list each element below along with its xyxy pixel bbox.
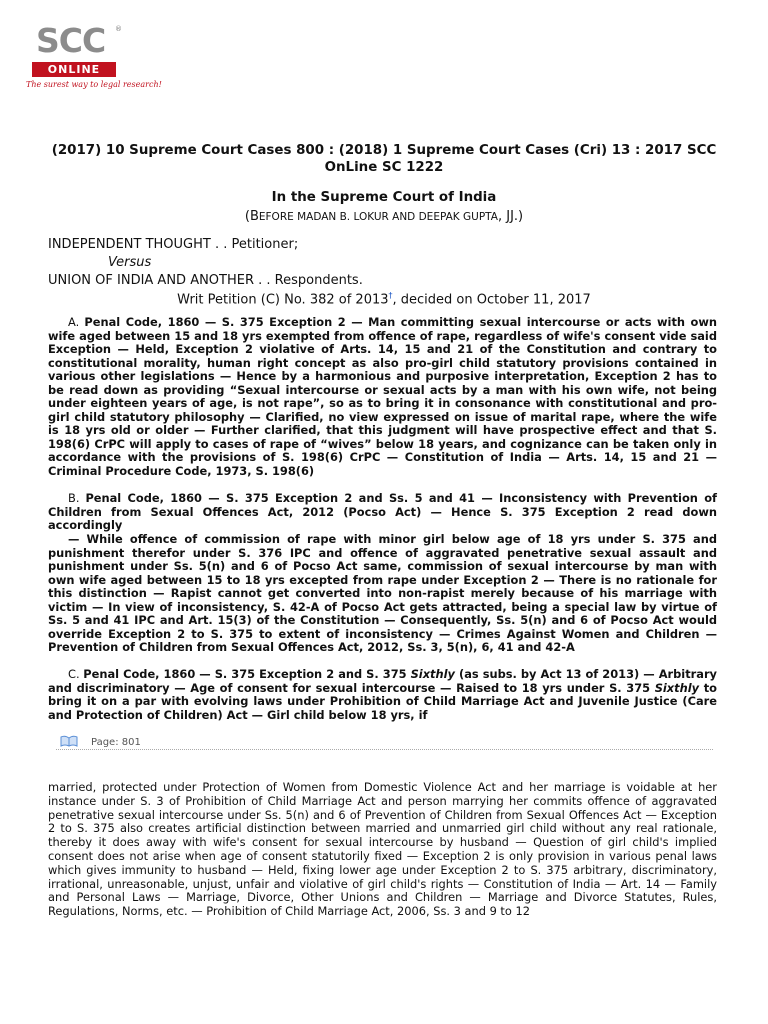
logo-mark: SCC xyxy=(36,21,106,60)
headnote-text: Penal Code, 1860 — S. 375 Exception 2 and Ss. 5 and 41 — Inconsistency with Prevention of Children from Sexual Offences Act, 2012 (Pocso Act) — Hence S. 375 Exception 2 read down accordingly xyxy=(48,491,718,532)
writ-number: Writ Petition (C) No. 382 of 2013 xyxy=(177,292,389,308)
bench-close: , JJ.) xyxy=(497,209,524,224)
scc-online-logo xyxy=(26,21,162,92)
headnote-label: B. xyxy=(68,491,86,505)
headnote-text: (as subs. by Act 13 of 2013) — Arbitrary and discriminatory — Age of consent for sexual intercourse — Raised to 18 yrs under S. 375 xyxy=(48,667,717,695)
headnote-italic: Sixthly xyxy=(410,667,455,681)
page-number: Page: 801 xyxy=(91,737,141,748)
headnote-label: A. xyxy=(68,315,85,329)
logo-banner: ONLINE xyxy=(32,62,116,77)
headnote-text: Penal Code, 1860 — S. 375 Exception 2 — Man committing sexual intercourse or acts with own wife aged between 15 and 18 yrs exempted from offence of rape, regardless of wife's consent vide said Exception — Held, Exception 2 violative of Arts. 14, 15 and 21 of the Constitution and contrary to constitutional morality, human right concept as also pro-girl child statutory provisions contained in various other legislations — Hence by a harmonious and purposive interpretation, Exception 2 has to be read down as providing “Sexual intercourse or sexual acts by a man with his own wife, not being under eighteen years of age, is not rape”, so as to bring it in consonance with constitutional and pro-girl child statutory philosophy — Clarified, no view expressed on issue of marital rape, where the wife is 18 yrs old or older — Further clarified, that this judgment will have prospective effect and that S. 198(6) CrPC will apply to cases of rape of “wives” below 18 years, and cognizance can be taken only in accordance with the provisions of S. 198(6) CrPC — Constitution of India — Arts. 14, 15 and 21 — Criminal Procedure Code, 1973, S. 198(6) xyxy=(48,315,717,478)
logo-tagline: The surest way to legal research! xyxy=(26,80,162,89)
book-icon xyxy=(60,735,78,747)
page-marker xyxy=(56,733,713,750)
continuation-text: married, protected under Protection of Women from Domestic Violence Act and her marriage is voidable at her instance under S. 3 of Prohibition of Child Marriage Act and person marrying her commits offence of aggravated penetrative sexual intercourse under Ss. 5(n) and 6 of Prevention of Children from Sexual Offences Act — Exception 2 to S. 375 also creates artificial distinction between married and unmarried girl child without any real rationale, thereby it does away with wife's consent for sexual intercourse by husband — Question of girl child's implied consent does not arise when age of consent statutorily fixed — Exception 2 is only provision in various penal laws which gives immunity to husband — Held, fixing lower age under Exception 2 to S. 375 arbitrary, discriminatory, irrational, unreasonable, unjust, unfair and violative of girl child's rights — Constitution of India — Art. 14 — Family and Personal Laws — Marriage, Divorce, Other Unions and Children — Marriage and Divorce Statutes, Rules, Regulations, Norms, etc. — Prohibition of Child Marriage Act, 2006, Ss. 3 and 9 to 12 xyxy=(48,780,717,919)
headnote-a xyxy=(48,316,717,478)
headnote-c xyxy=(48,668,717,722)
bench-judges: EFORE MADAN B. LOKUR AND DEEPAK GUPTA xyxy=(258,211,498,223)
writ-petition xyxy=(40,291,728,307)
headnote-label: C. xyxy=(68,667,84,681)
bench-open: (B xyxy=(244,209,259,224)
decision-date: , decided on October 11, 2017 xyxy=(392,292,591,308)
headnote-italic: Sixthly xyxy=(654,680,700,695)
footnote-link[interactable]: † xyxy=(388,291,393,300)
petitioner: INDEPENDENT THOUGHT . . Petitioner; xyxy=(48,237,299,252)
bench xyxy=(40,209,728,224)
headnote-b xyxy=(48,492,717,533)
headnote-text: to bring it on a par with evolving laws under Prohibition of Child Marriage Act and Juvenile Justice (Care and Protection of Children) Act — Girl child below 18 yrs, if xyxy=(48,680,717,722)
court-name: In the Supreme Court of India xyxy=(271,190,497,205)
respondent: UNION OF INDIA AND ANOTHER . . Respondents. xyxy=(48,273,363,288)
headnote-text: Penal Code, 1860 — S. 375 Exception 2 and S. 375 xyxy=(83,667,411,681)
headnote-b-continued: — While offence of commission of rape with minor girl below age of 18 yrs under S. 375 and punishment therefor under S. 376 IPC and offence of aggravated penetrative sexual assault and punishment under Ss. 5(n) and 6 of Pocso Act same, commission of sexual intercourse by man with own wife aged between 15 to 18 yrs excepted from rape under Exception 2 — There is no rationale for this distinction — Rapist cannot get converted into non-rapist merely because of his marriage with victim — In view of inconsistency, S. 42-A of Pocso Act gets attracted, being a special law by virtue of Ss. 5 and 41 IPC and Art. 15(3) of the Constitution — Consequently, Ss. 5(n) and 6 of Pocso Act would override Exception 2 to S. 375 to extent of inconsistency — Crimes Against Women and Children — Prevention of Children from Sexual Offences Act, 2012, Ss. 3, 5(n), 6, 41 and 42-A xyxy=(48,532,717,654)
logo-registered-mark: ® xyxy=(115,25,122,33)
versus: Versus xyxy=(108,255,152,270)
case-citation: (2017) 10 Supreme Court Cases 800 : (2018) 1 Supreme Court Cases (Cri) 13 : 2017 SCC OnLine SC 1222 xyxy=(51,143,717,175)
